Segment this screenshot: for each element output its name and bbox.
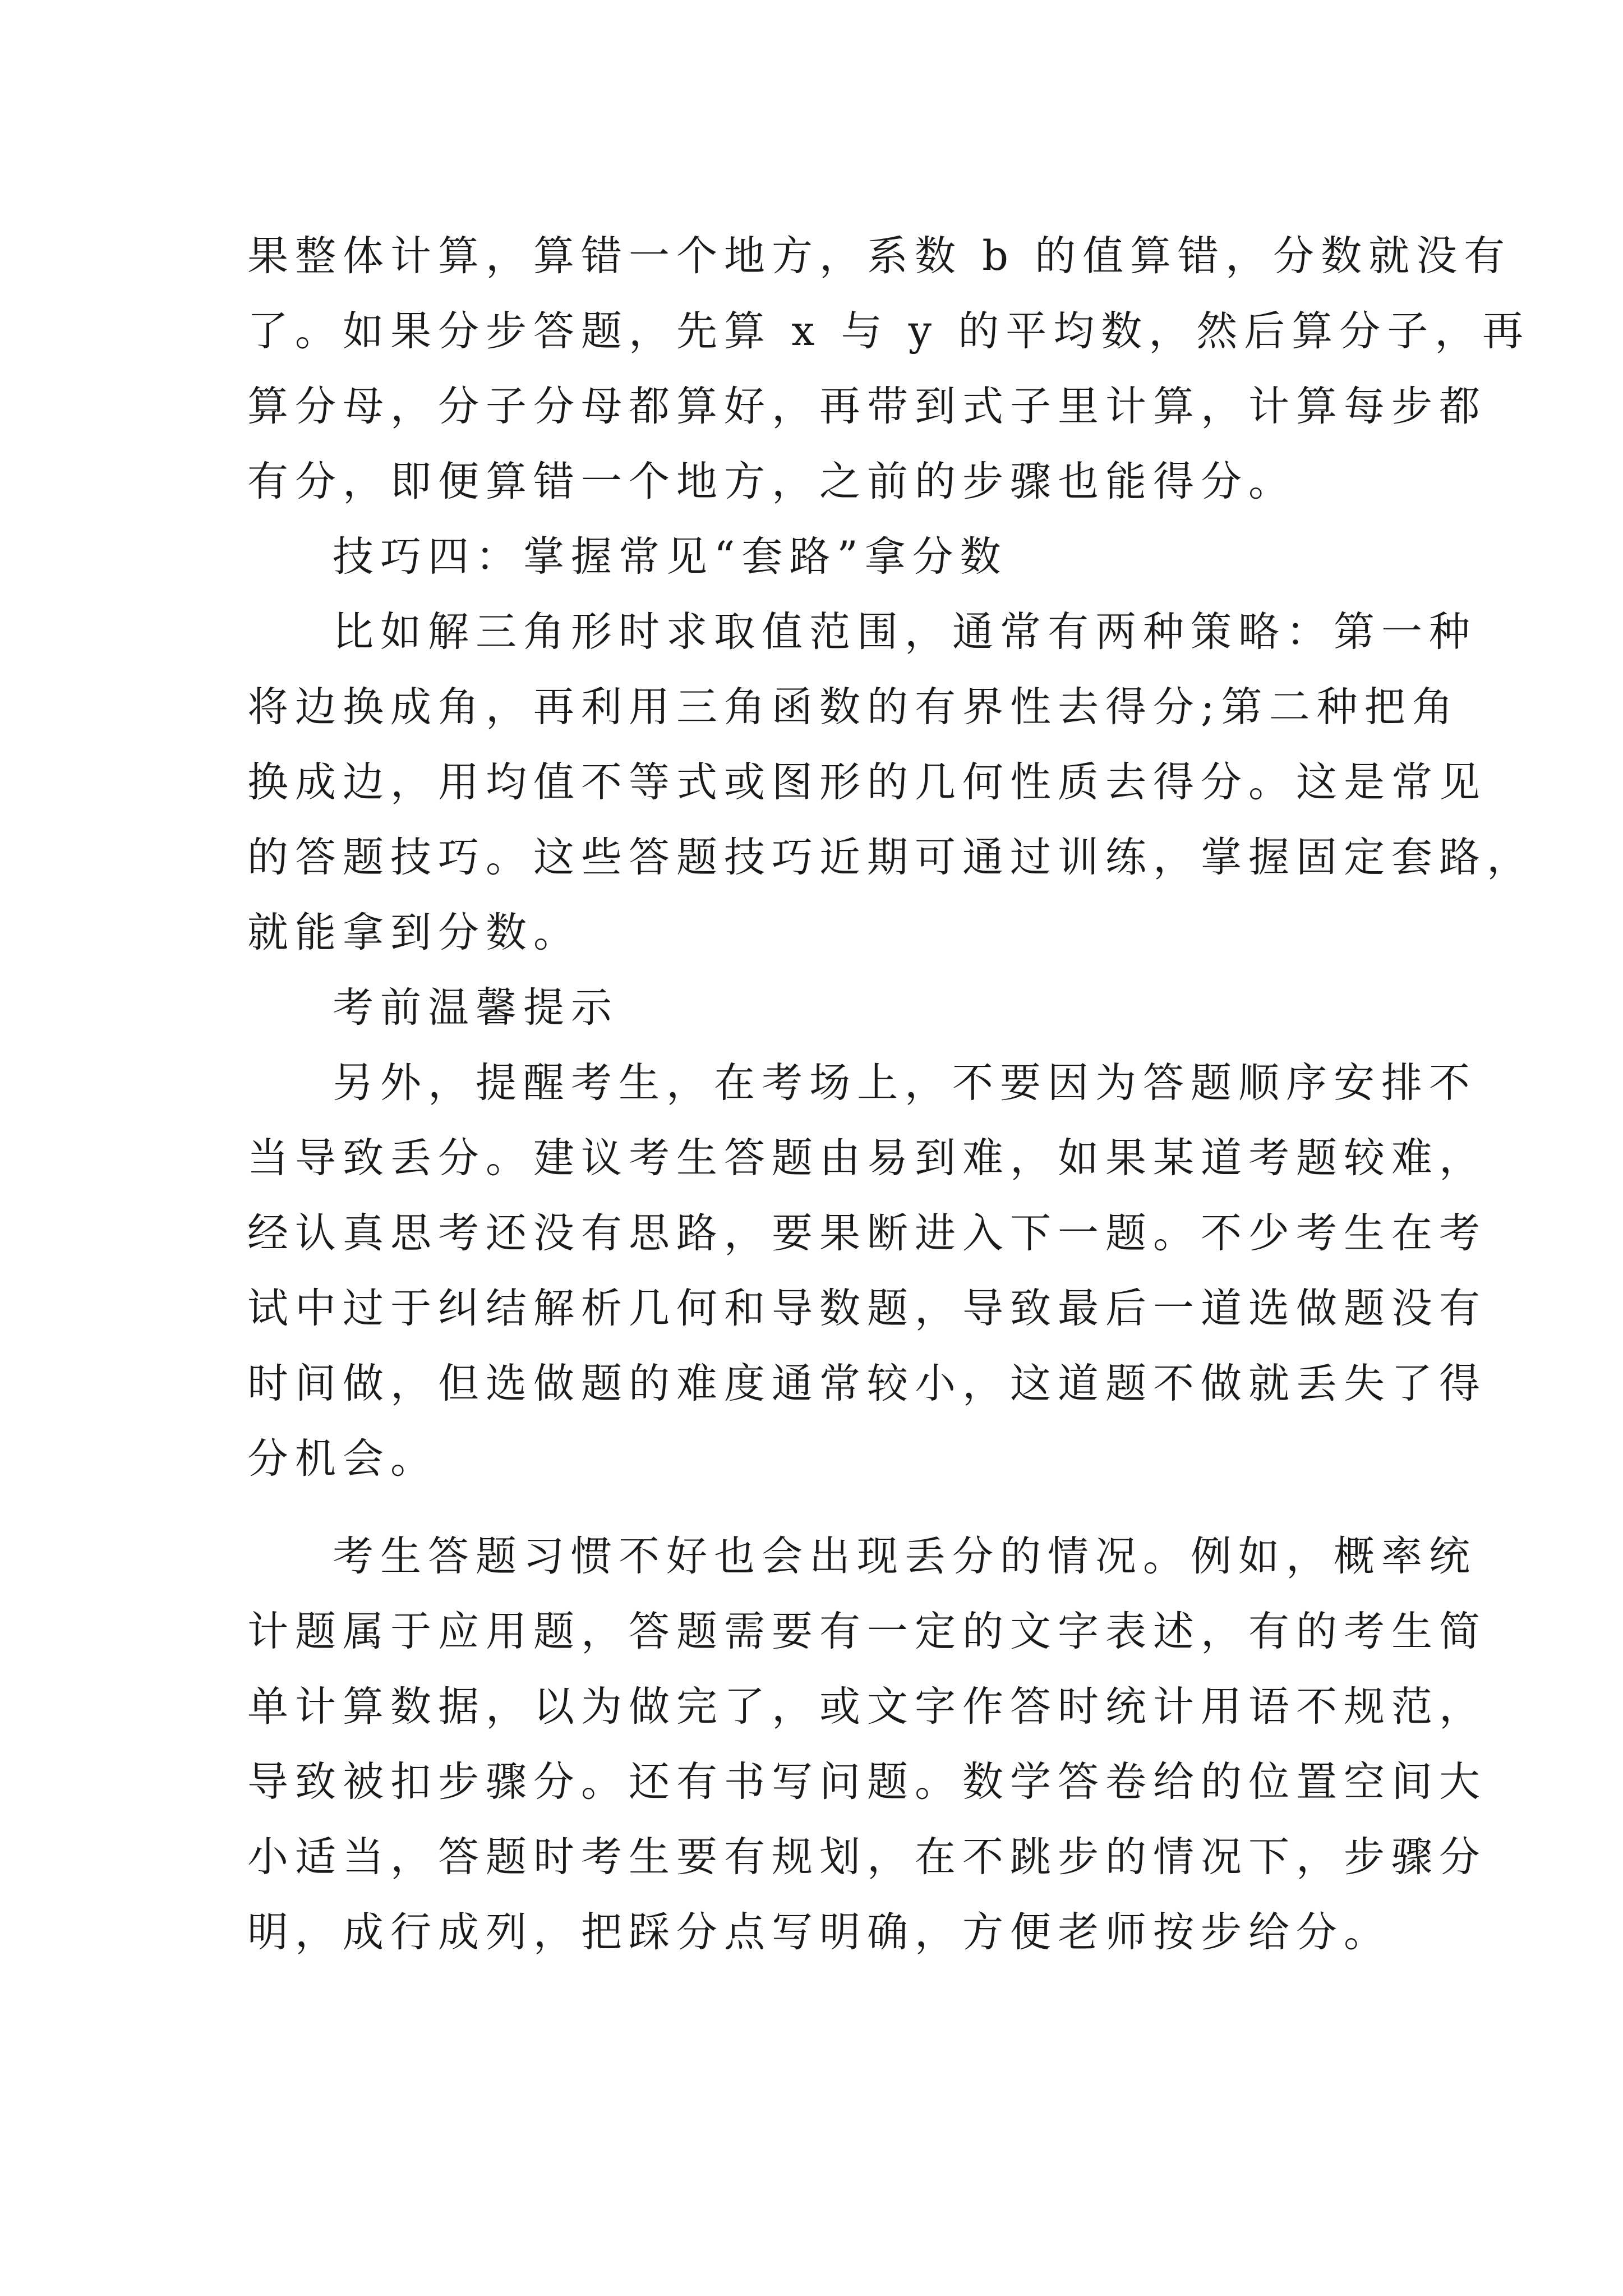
text-line: 了。如果分步答题，先算 x 与 y 的平均数，然后算分子，再: [247, 307, 1530, 355]
text-line: 导致被扣步骤分。还有书写问题。数学答卷给的位置空间大: [247, 1758, 1487, 1806]
text-line: 果整体计算，算错一个地方，系数 b 的值算错，分数就没有: [247, 232, 1512, 280]
text-line: 小适当，答题时考生要有规划，在不跳步的情况下，步骤分: [247, 1833, 1487, 1881]
text-line: 比如解三角形时求取值范围，通常有两种策略：第一种: [333, 608, 1477, 656]
text-line: 分机会。: [247, 1435, 438, 1483]
text-line: 时间做，但选做题的难度通常较小，这道题不做就丢失了得: [247, 1360, 1487, 1407]
text-line: 算分母，分子分母都算好，再带到式子里计算，计算每步都: [247, 383, 1487, 430]
text-line: 考前温馨提示: [333, 984, 619, 1032]
text-line: 试中过于纠结解析几何和导数题，导致最后一道选做题没有: [247, 1285, 1487, 1332]
text-line: 经认真思考还没有思路，要果断进入下一题。不少考生在考: [247, 1209, 1487, 1257]
text-line: 的答题技巧。这些答题技巧近期可通过训练，掌握固定套路，: [247, 834, 1534, 881]
text-line: 就能拿到分数。: [247, 909, 581, 956]
text-line: 当导致丢分。建议考生答题由易到难，如果某道考题较难，: [247, 1134, 1487, 1182]
text-line: 明，成行成列，把踩分点写明确，方便老师按步给分。: [247, 1908, 1391, 1956]
text-line: 另外，提醒考生，在考场上，不要因为答题顺序安排不: [333, 1059, 1477, 1107]
text-line: 换成边，用均值不等式或图形的几何性质去得分。这是常见: [247, 758, 1487, 806]
text-line: 有分，即便算错一个地方，之前的步骤也能得分。: [247, 458, 1296, 505]
text-line: 技巧四：掌握常见“套路”拿分数: [333, 533, 1008, 581]
document-body-text: [247, 219, 1534, 1970]
text-line: 考生答题习惯不好也会出现丢分的情况。例如，概率统: [333, 1533, 1477, 1580]
text-line: 将边换成角，再利用三角函数的有界性去得分;第二种把角: [247, 683, 1460, 731]
text-line: 计题属于应用题，答题需要有一定的文字表述，有的考生简: [247, 1608, 1487, 1655]
text-line: 单计算数据，以为做完了，或文字作答时统计用语不规范，: [247, 1683, 1487, 1731]
